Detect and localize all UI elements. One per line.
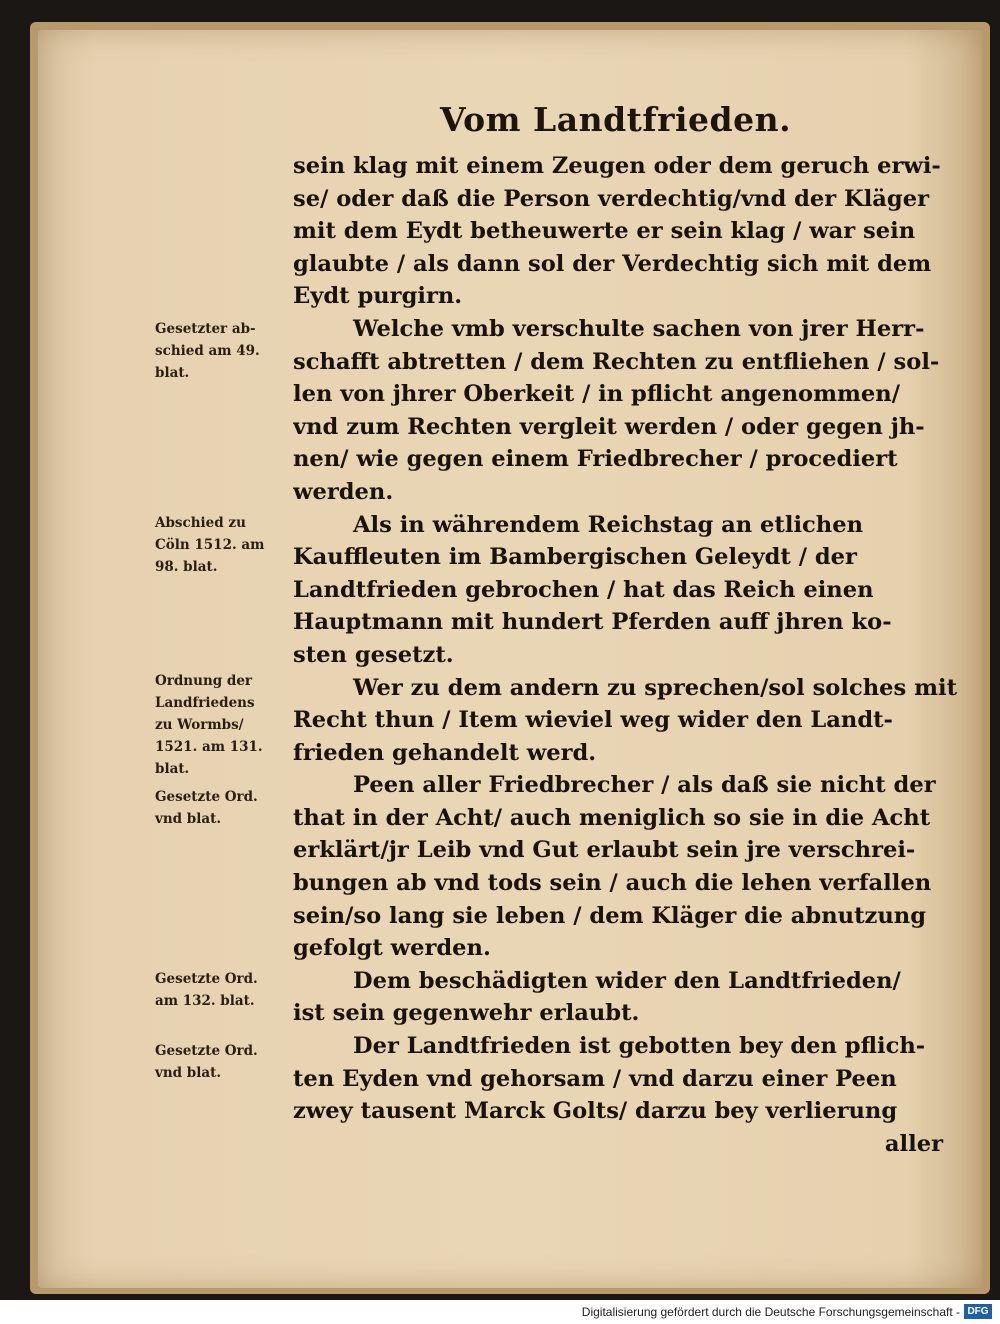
body-line: frieden gehandelt werd. [293,739,597,766]
margin-note-line: Gesetzte Ord. [155,789,258,805]
margin-note-line: Ordnung der [155,673,253,689]
margin-note-line: Gesetzte Ord. [155,1043,258,1059]
body-line: vnd zum Rechten vergleit werden / oder gegen jh- [293,413,925,440]
margin-note-line: 1521. am 131. [155,739,263,755]
margin-note-line: vnd blat. [155,811,222,827]
body-line: sein klag mit einem Zeugen oder dem geruch erwi- [293,153,941,179]
body-line: se/ oder daß die Person verdechtig/vnd der Kläger [293,185,929,212]
margin-note-line: Cöln 1512. am [155,537,265,553]
margin-note-line: Gesetzte Ord. [155,971,258,987]
body-line: Eydt purgirn. [293,283,463,310]
body-line: werden. [293,478,394,505]
margin-note [155,786,295,830]
margin-note-line: Gesetzter ab- [155,321,256,337]
body-text [293,150,963,1160]
body-line: erklärt/jr Leib vnd Gut erlaubt sein jre verschrei- [293,837,916,864]
body-line: Der Landtfrieden ist gebotten bey den pflich- [353,1033,926,1060]
margin-note [155,512,295,578]
margin-note-line: schied am 49. [155,343,260,359]
body-line: that in der Acht/ auch meniglich so sie in die Acht [293,804,931,831]
margin-note-line: Landfriedens [155,695,255,711]
body-line: ist sein gegenwehr erlaubt. [293,1000,640,1027]
body-line: nen/ wie gegen einem Friedbrecher / procediert [293,446,898,473]
body-line: sein/so lang sie leben / dem Kläger die abnutzung [293,902,926,929]
body-line: Peen aller Friedbrecher / als daß sie nicht der [353,772,936,799]
body-line: Dem beschädigten wider den Landtfrieden/ [353,967,901,994]
body-line: Hauptmann mit hundert Pferden auff jhren ko- [293,609,892,636]
running-head: Vom Landtfrieden. [440,100,792,139]
body-line: Landtfrieden gebrochen / hat das Reich einen [293,576,874,603]
margin-note-line: blat. [155,365,190,381]
margin-note-line: Abschied zu [155,515,246,531]
margin-note [155,968,295,1012]
margin-note-line: vnd blat. [155,1065,222,1081]
body-line: Als in währendem Reichstag an etlichen [353,511,864,538]
body-line: Kauffleuten im Bambergischen Geleydt / der [293,544,857,571]
body-line: mit dem Eydt betheuwerte er sein klag / war sein [293,218,916,245]
margin-note [155,318,295,384]
margin-note-line: blat. [155,761,190,777]
footer-bar [0,1300,1000,1324]
body-line: len von jhrer Oberkeit / in pflicht angenommen/ [293,381,900,408]
margin-note [155,1040,295,1084]
body-line: sten gesetzt. [293,641,454,668]
margin-note-line: zu Wormbs/ [155,717,244,733]
margin-note-line: 98. blat. [155,559,218,575]
body-line: aller [884,1130,943,1157]
margin-note-line: am 132. blat. [155,993,255,1009]
body-line: gefolgt werden. [293,935,491,962]
body-line: Recht thun / Item wieviel weg wider den Landt- [293,707,893,734]
footer-credit: Digitalisierung gefördert durch die Deutsche Forschungsgemeinschaft - [581,1305,960,1319]
body-line: zwey tausent Marck Golts/ darzu bey verlierung [293,1098,898,1125]
body-line: bungen ab vnd tods sein / auch die lehen verfallen [293,870,932,897]
body-line: Welche vmb verschulte sachen von jrer Herr- [353,315,925,342]
body-line: schafft abtretten / dem Rechten zu entfliehen / sol- [293,348,940,375]
body-line: Wer zu dem andern zu sprechen/sol solches mit [353,674,958,701]
body-line: glaubte / als dann sol der Verdechtig sich mit dem [293,250,932,277]
margin-note [155,670,295,780]
body-line: ten Eyden vnd gehorsam / vnd darzu einer Peen [293,1065,897,1092]
dfg-logo: DFG [964,1304,992,1319]
